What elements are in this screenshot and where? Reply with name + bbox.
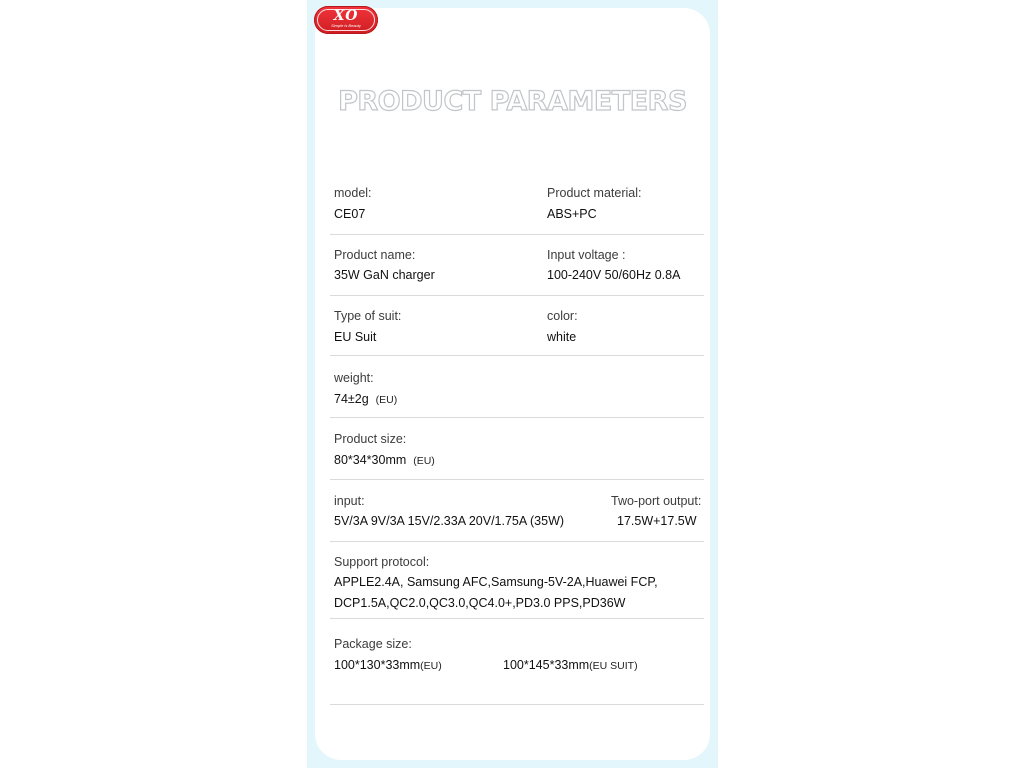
brand-logo <box>314 6 378 34</box>
weight-number: 74±2g <box>334 392 369 406</box>
material-label: Product material: <box>547 186 642 200</box>
param-row-name <box>330 235 704 296</box>
logo-mark: XO <box>333 8 359 24</box>
input-voltage-value: 100-240V 50/60Hz 0.8A <box>547 268 681 282</box>
name-value: 35W GaN charger <box>334 268 435 282</box>
color-value: white <box>547 330 577 344</box>
material-value: ABS+PC <box>547 207 597 221</box>
logo-tagline: Simple is Beauty <box>331 23 361 28</box>
param-row-model <box>330 176 704 235</box>
size-value <box>334 453 435 468</box>
model-value: CE07 <box>334 207 366 221</box>
param-row-suit <box>330 296 704 356</box>
package-label: Package size: <box>334 637 412 651</box>
model-label: model: <box>334 186 372 200</box>
protocol-line-2: DCP1.5A,QC2.0,QC3.0,QC4.0+,PD3.0 PPS,PD36W <box>334 596 626 610</box>
size-note: (EU) <box>413 455 435 467</box>
size-label: Product size: <box>334 432 407 446</box>
two-port-label: Two-port output: <box>611 494 702 508</box>
package-value-eu-suit <box>503 658 638 673</box>
weight-label: weight: <box>334 371 374 385</box>
protocol-label: Support protocol: <box>334 555 430 569</box>
name-label: Product name: <box>334 248 416 262</box>
package-number-eu-suit: 100*145*33mm <box>503 658 590 672</box>
page-title: PRODUCT PARAMETERS <box>338 86 687 117</box>
protocol-line-1: APPLE2.4A, Samsung AFC,Samsung-5V-2A,Huawei FCP, <box>334 575 658 589</box>
param-row-size <box>330 418 704 480</box>
param-row-package <box>330 619 704 705</box>
color-label: color: <box>547 309 578 323</box>
suit-value: EU Suit <box>334 330 377 344</box>
param-row-protocol <box>330 542 704 619</box>
weight-note: (EU) <box>375 394 398 406</box>
param-row-input <box>330 480 704 542</box>
input-label: input: <box>334 494 365 508</box>
suit-label: Type of suit: <box>334 309 402 323</box>
input-voltage-label: Input voltage : <box>547 248 626 262</box>
package-note-eu: (EU) <box>420 660 442 672</box>
input-value: 5V/3A 9V/3A 15V/2.33A 20V/1.75A (35W) <box>334 514 565 528</box>
package-number-eu: 100*130*33mm <box>334 658 421 672</box>
weight-value <box>334 392 397 407</box>
param-row-weight <box>330 356 704 418</box>
size-number: 80*34*30mm <box>334 453 407 467</box>
two-port-value: 17.5W+17.5W <box>617 514 697 528</box>
package-note-eu-suit: (EU SUIT) <box>589 660 638 672</box>
package-value-eu <box>334 658 442 673</box>
